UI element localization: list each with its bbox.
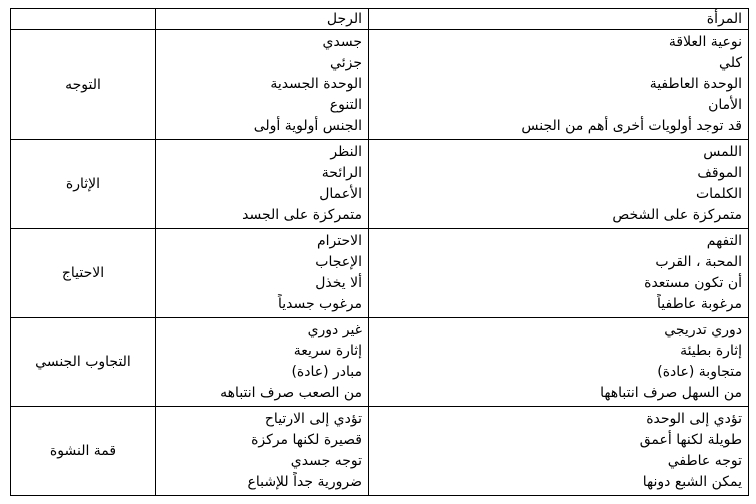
- table-row: [11, 30, 749, 140]
- men-cell-item: إثارة سريعة: [293, 343, 362, 359]
- women-cell: [369, 407, 749, 496]
- men-cell-item: الاحترام: [316, 233, 362, 249]
- women-cell-item: متمركزة على الشخص: [612, 207, 742, 223]
- category-cell: الاحتياج: [11, 229, 156, 318]
- women-cell-item: إثارة بطيئة: [680, 343, 742, 359]
- header-category: [11, 9, 156, 30]
- men-cell-item: جزئي: [330, 55, 362, 71]
- men-cell: [156, 318, 369, 407]
- category-cell: قمة النشوة: [11, 407, 156, 496]
- men-cell-item: متمركزة على الجسد: [242, 207, 362, 223]
- table-row: [11, 407, 749, 496]
- header-men: الرجل: [156, 9, 369, 30]
- category-cell: الإثارة: [11, 140, 156, 229]
- women-cell-item: الأمان: [708, 97, 742, 113]
- table-body: [11, 30, 749, 496]
- women-cell-item: التفهم: [706, 233, 742, 249]
- men-cell-item: مرغوب جسدياً: [277, 296, 362, 312]
- men-cell-item: ألا يخذل: [315, 275, 362, 291]
- women-cell-item: الموقف: [697, 165, 742, 181]
- women-cell-item: تؤدي إلى الوحدة: [646, 411, 742, 427]
- women-cell-item: المحبة ، القرب: [655, 254, 742, 270]
- men-cell-item: تؤدي إلى الارتياح: [264, 411, 362, 427]
- men-cell-item: مبادر (عادة): [291, 364, 362, 380]
- men-cell-item: من الصعب صرف انتباهه: [220, 385, 362, 401]
- women-cell-item: اللمس: [703, 144, 742, 160]
- men-cell-item: غير دوري: [307, 322, 362, 338]
- women-cell-item: توجه عاطفي: [667, 453, 742, 469]
- women-cell: [369, 140, 749, 229]
- women-cell-item: كلي: [719, 55, 742, 71]
- men-cell-item: النظر: [330, 144, 362, 160]
- comparison-table-container: [10, 8, 748, 496]
- men-cell-item: الأعمال: [319, 186, 362, 202]
- women-cell-item: طويلة لكنها أعمق: [639, 432, 742, 448]
- men-cell: [156, 229, 369, 318]
- women-cell-item: متجاوبة (عادة): [657, 364, 742, 380]
- women-cell-item: من السهل صرف انتباهها: [600, 385, 742, 401]
- table-row: [11, 318, 749, 407]
- women-cell-item: يمكن الشبع دونها: [642, 474, 742, 490]
- table-row: [11, 229, 749, 318]
- men-cell-item: الإعجاب: [315, 254, 362, 270]
- women-cell-item: الوحدة العاطفية: [649, 76, 742, 92]
- men-cell-item: قصيرة لكنها مركزة: [251, 432, 362, 448]
- women-cell: [369, 318, 749, 407]
- men-cell: [156, 140, 369, 229]
- men-cell-item: الوحدة الجسدية: [270, 76, 362, 92]
- men-cell-item: جسدي: [322, 34, 362, 50]
- comparison-table: [10, 8, 749, 496]
- header-row: [11, 9, 749, 30]
- women-cell: [369, 229, 749, 318]
- women-cell-item: مرغوبة عاطفياً: [657, 296, 742, 312]
- women-cell-item: قد توجد أولويات أخرى أهم من الجنس: [521, 118, 742, 134]
- category-cell: التوجه: [11, 30, 156, 140]
- men-cell: [156, 407, 369, 496]
- women-cell: [369, 30, 749, 140]
- header-women: المرأة: [369, 9, 749, 30]
- men-cell-item: الجنس أولوية أولى: [253, 118, 362, 134]
- men-cell: [156, 30, 369, 140]
- women-cell-item: الكلمات: [695, 186, 742, 202]
- women-cell-item: نوعية العلاقة: [668, 34, 742, 50]
- men-cell-item: التنوع: [329, 97, 362, 113]
- men-cell-item: ضرورية جداً للإشباع: [247, 474, 362, 490]
- women-cell-item: أن تكون مستعدة: [644, 275, 742, 291]
- men-cell-item: توجه جسدي: [290, 453, 362, 469]
- men-cell-item: الرائحة: [321, 165, 362, 181]
- table-row: [11, 140, 749, 229]
- women-cell-item: دوري تدريجي: [664, 322, 742, 338]
- category-cell: التجاوب الجنسي: [11, 318, 156, 407]
